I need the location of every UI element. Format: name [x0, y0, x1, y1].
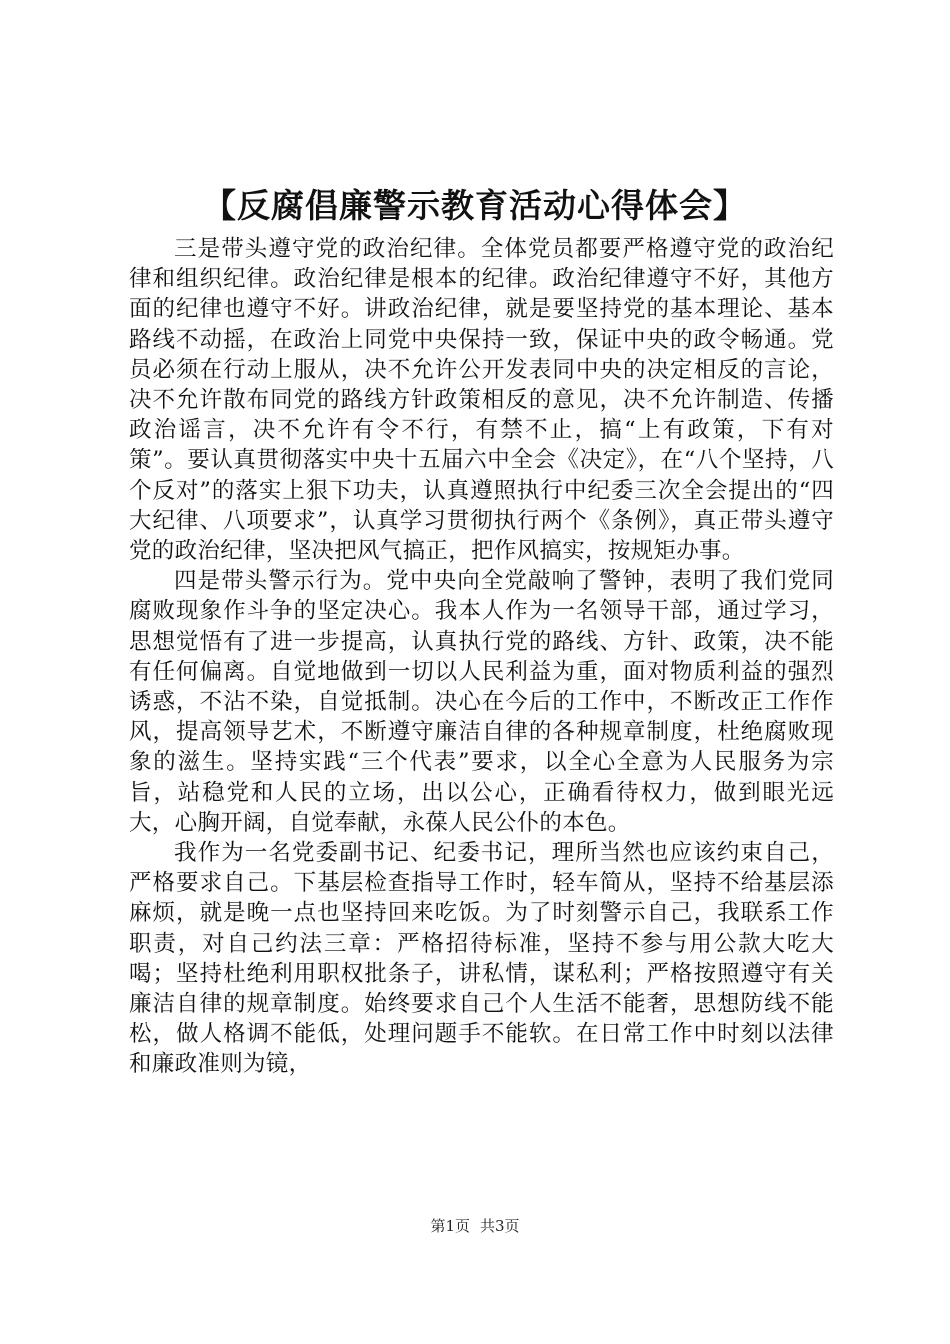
paragraph-warning-behavior: 四是带头警示行为。党中央向全党敲响了警钟，表明了我们党同腐败现象作斗争的坚定决心。我本人作为一名领导干部，通过学习，思想觉悟有了进一步提高，认真执行党的路线、方针、政策，决不能有任何偏离。自觉地做到一切以人民利益为重，面对物质利益的强烈诱惑，不沾不染，自觉抵制。决心在今后的工作中，不断改正工作作风，提高领导艺术，不断遵守廉洁自律的各种规章制度，杜绝腐败现象的滋生。坚持实践“三个代表”要求，以全心全意为人民服务为宗旨，站稳党和人民的立场，出以公心，正确看待权力，做到眼光远大，心胸开阔，自觉奉献，永葆人民公仆的本色。: [129, 568, 834, 836]
page-number: 第1页: [430, 1217, 470, 1235]
paragraph-political-discipline: 三是带头遵守党的政治纪律。全体党员都要严格遵守党的政治纪律和组织纪律。政治纪律是根本的纪律。政治纪律遵守不好，其他方面的纪律也遵守不好。讲政治纪律，就是要坚持党的基本理论、基本路线不动摇，在政治上同党中央保持一致，保证中央的政令畅通。党员必须在行动上服从，决不允许公开发表同中央的决定相反的言论，决不允许散布同党的路线方针政策相反的意见，决不允许制造、传播政治谣言，决不允许有令不行，有禁不止，搞“上有政策，下有对策”。要认真贯彻落实中央十五届六中全会《决定》，在“八个坚持，八个反对”的落实上狠下功夫，认真遵照执行中纪委三次全会提出的“四大纪律、八项要求”，认真学习贯彻执行两个《条例》，真正带头遵守党的政治纪律，坚决把风气搞正，把作风搞实，按规矩办事。: [129, 236, 834, 565]
page-total: 共3页: [480, 1217, 520, 1235]
document-body: [129, 234, 834, 1080]
paragraph-self-discipline: 我作为一名党委副书记、纪委书记，理所当然也应该约束自己，严格要求自己。下基层检查指导工作时，轻车简从，坚持不给基层添麻烦，就是晚一点也坚持回来吃饭。为了时刻警示自己，我联系工作职责，对自己约法三章：严格招待标准，坚持不参与用公款大吃大喝；坚持杜绝利用职权批条子，讲私情，谋私利；严格按照遵守有关廉洁自律的规章制度。始终要求自己个人生活不能奢，思想防线不能松，做人格调不能低，处理问题手不能软。在日常工作中时刻以法律和廉政准则为镜，: [129, 840, 834, 1078]
document-title: 【反腐倡廉警示教育活动心得体会】: [203, 186, 747, 225]
page-footer: [0, 1216, 950, 1236]
